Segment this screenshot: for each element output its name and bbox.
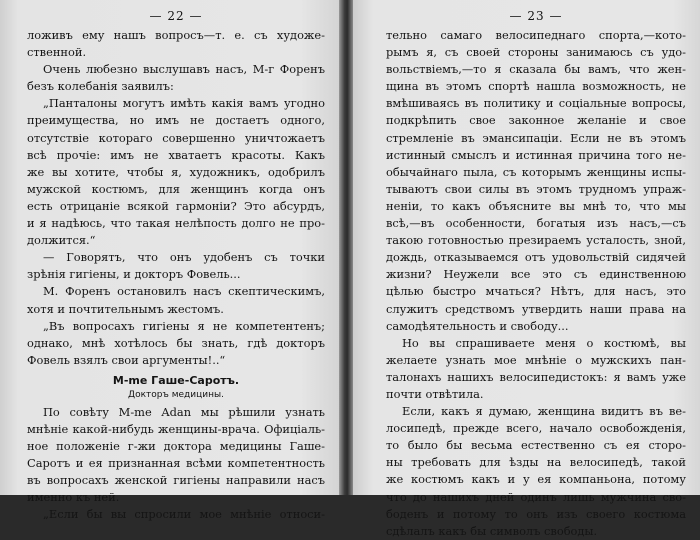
text-line: Фовель взялъ свои аргументы!..“ [27,352,226,367]
left-page [0,0,339,522]
text-line: всѣ,—въ особенности, богатыя изъ насъ,—съ [386,216,686,231]
text-line: вмѣшиваясь въ политику и соціальные вопросы, [386,96,686,111]
text-line: что до нашихъ дней одинъ лишь мужчина сво- [386,489,686,504]
text-line: ны требовать для ѣзды на велосипедѣ, такой [386,455,686,470]
text-line: Саротъ и ея признанная всѣми компетентность [27,456,325,471]
text-line: боденъ и потому то онъ изъ своего костюма [386,506,686,521]
text-line: сдѣлалъ какъ бы символъ свободы. [386,523,598,538]
text-line: „Если бы вы спросили мое мнѣніе относи- [43,507,325,522]
text-line: есть отрицаніе всякой гармоніи? Это абсурдъ, [27,198,325,213]
text-line: неніи, то какъ объясните вы мнѣ то, что мы [386,198,686,213]
text-line: талонахъ нашихъ велосипедистокъ: я вамъ уже [386,369,686,384]
text-line: же вы хотите, чтобы я, художникъ, одобрилъ [27,164,325,179]
text-line: истинный смыслъ и истинная причина того не- [386,147,686,162]
text-line: Если, какъ я думаю, женщина видитъ въ ве- [402,404,686,419]
text-line: однако, мнѣ хотѣлось бы знать, гдѣ докторъ [27,335,325,350]
text-line: почти отвѣтила. [386,386,484,401]
text-line: — Говорятъ, что онъ удобенъ съ точки [43,250,325,265]
text-block [386,27,686,540]
section-heading: М-me Гаше-Саротъ. [112,373,240,387]
text-line: то было бы весьма естественно съ ея сторо- [386,438,686,453]
text-line: вольствіемъ,—то я сказала бы вамъ, что жен- [386,62,686,77]
text-line: подкрѣпить свое законное желаніе и свое [386,113,686,128]
text-line: жизни? Неужели все это съ единственною [386,267,686,282]
text-line: Очень любезно выслушавъ насъ, М-г Форенъ [43,62,325,77]
text-line: зрѣнія гигіены, и докторъ Фовель... [27,267,241,282]
text-line: служитъ средствомъ утвердить наши права на [386,301,686,316]
text-line: въ вопросахъ женской гигіены направили насъ [27,473,325,488]
text-line: лосипедѣ, прежде всего, начало освобожденія, [386,421,686,436]
text-line: ственной. [27,45,87,60]
text-line: рымъ я, съ своей стороны занимаюсь съ удо- [386,45,686,60]
text-line: же костюмъ какъ и у ея компаньона, потому [386,472,686,487]
section-subheading: Докторъ медицины. [128,389,224,400]
text-line: цѣлью быстро мчаться? Нѣтъ, для насъ, это [386,284,686,299]
text-line: дождь, отказываемся отъ удовольствій сидячей [386,250,686,265]
text-block [27,27,325,369]
text-line: мужской костюмъ, для женщинъ когда онъ [27,181,325,196]
text-line: хотя и почтительнымъ жестомъ. [27,301,224,316]
text-line: тельно самаго велосипеднаго спорта,—кото- [386,28,686,42]
text-line: обычайнаго пыла, съ которымъ женщины испы- [386,164,686,179]
text-line: всѣ прочіе: имъ не хватаетъ красоты. Какъ [27,147,325,162]
text-line: М. Форенъ остановилъ насъ скептическимъ, [43,284,325,299]
text-line: „Панталоны могутъ имѣть какія вамъ угодно [43,96,325,111]
book-gutter [339,0,353,495]
right-page [353,0,700,538]
text-line: именно къ ней. [27,490,120,505]
text-line: преимущества, но имъ не достаетъ одного, [27,113,325,128]
text-line: самодѣятельность и свободу... [386,318,569,333]
page-number: — 23 — [509,9,563,23]
text-line: мнѣніе какой-нибудь женщины-врача. Офиціаль- [27,421,325,436]
text-line: стремленіе въ эмансипаціи. Если не въ этомъ [386,130,686,145]
text-line: такою готовностью презираемъ усталость, зной, [386,233,686,248]
text-line: отсутствіе котораго совершенно уничтожаетъ [27,130,325,145]
text-line: „Въ вопросахъ гигіены я не компетентенъ; [43,318,325,333]
text-line: желаете узнать мое мнѣніе о мужскихъ пан- [386,352,686,367]
text-line: безъ колебанія заявилъ: [27,79,174,94]
text-line: тываютъ свои силы въ этомъ трудномъ упраж- [386,181,686,196]
text-line: По совѣту М-me Adan мы рѣшили узнать [43,404,325,419]
text-line: ное положеніе г-жи доктора медицины Гаше- [27,439,325,454]
text-line: и я надѣюсь, что такая нелѣпость долго не про- [27,216,325,231]
text-line: Но вы спрашиваете меня о костюмѣ, вы [402,335,686,350]
text-block [27,404,325,524]
text-line: щина въ этомъ спортѣ нашла возможность, не [386,79,686,94]
page-number: — 22 — [149,9,203,23]
text-line: должится.“ [27,233,96,248]
text-line: ложивъ ему нашъ вопросъ—т. е. съ художе- [27,28,325,42]
